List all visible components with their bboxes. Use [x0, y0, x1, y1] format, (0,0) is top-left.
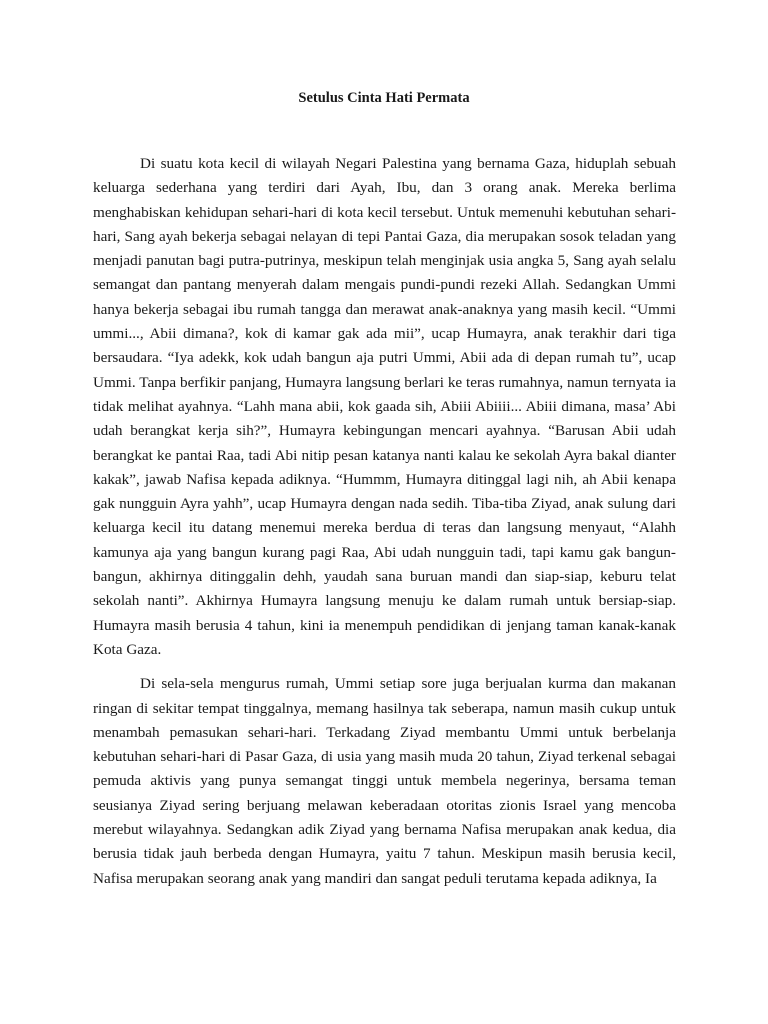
paragraph-2: Di sela-sela mengurus rumah, Ummi setiap sore juga berjualan kurma dan makanan ringan di sekitar tempat tinggalnya, memang hasilnya tak seberapa, namun masih cukup untuk menambah pemasukan sehari-hari. Terkadang Ziyad membantu Ummi untuk berbelanja kebutuhan sehari-hari di Pasar Gaza, di usia yang masih muda 20 tahun, Ziyad terkenal sebagai pemuda aktivis yang punya semangat tinggi untuk membela negerinya, bersama teman seusianya Ziyad sering berjuang melawan keberadaan otoritas zionis Israel yang mencoba merebut wilayahnya. Sedangkan adik Ziyad yang bernama Nafisa merupakan anak kedua, dia berusia tidak jauh berbeda dengan Humayra, yaitu 7 tahun. Meskipun masih berusia kecil, Nafisa merupakan seorang anak yang mandiri dan sangat peduli terutama kepada adiknya, Ia [93, 675, 676, 887]
document-body [93, 152, 676, 901]
paragraph-1: Di suatu kota kecil di wilayah Negari Palestina yang bernama Gaza, hiduplah sebuah keluarga sederhana yang terdiri dari Ayah, Ibu, dan 3 orang anak. Mereka berlima menghabiskan kehidupan sehari-hari di kota kecil tersebut. Untuk memenuhi kebutuhan sehari-hari, Sang ayah bekerja sebagai nelayan di tepi Pantai Gaza, dia merupakan sosok teladan yang menjadi panutan bagi putra-putrinya, meskipun telah menginjak usia angka 5, Sang ayah selalu semangat dan pantang menyerah dalam mengais pundi-pundi rezeki Allah. Sedangkan Ummi hanya bekerja sebagai ibu rumah tangga dan merawat anak-anaknya yang masih kecil. “Ummi ummi..., Abii dimana?, kok di kamar gak ada mii”, ucap Humayra, anak terakhir dari tiga bersaudara. “Iya adekk, kok udah bangun aja putri Ummi, Abii ada di depan rumah tu”, ucap Ummi. Tanpa berfikir panjang, Humayra langsung berlari ke teras rumahnya, namun ternyata ia tidak melihat ayahnya. “Lahh mana abii, kok gaada sih, Abiii Abiiii... Abiii dimana, masa’ Abi udah berangkat kerja sih?”, Humayra kebingungan mencari ayahnya. “Barusan Abii udah berangkat ke pantai Raa, tadi Abi nitip pesan katanya nanti kalau ke sekolah Ayra bakal dianter kakak”, jawab Nafisa kepada adiknya. “Hummm, Humayra ditinggal lagi nih, ah Abii kenapa gak nungguin Ayra yahh”, ucap Humayra dengan nada sedih. Tiba-tiba Ziyad, anak sulung dari keluarga kecil itu datang menemui mereka berdua di teras dan langsung menyaut, “Alahh kamunya aja yang bangun kurang pagi Raa, Abi udah nungguin tadi, tapi kamu gak bangun-bangun, akhirnya ditinggalin dehh, yaudah sana buruan mandi dan siap-siap, keburu telat sekolah nanti”. Akhirnya Humayra langsung menuju ke dalam rumah untuk bersiap-siap. Humayra masih berusia 4 tahun, kini ia menempuh pendidikan di jenjang taman kanak-kanak Kota Gaza. [93, 155, 676, 658]
document-title: Setulus Cinta Hati Permata [298, 90, 470, 106]
